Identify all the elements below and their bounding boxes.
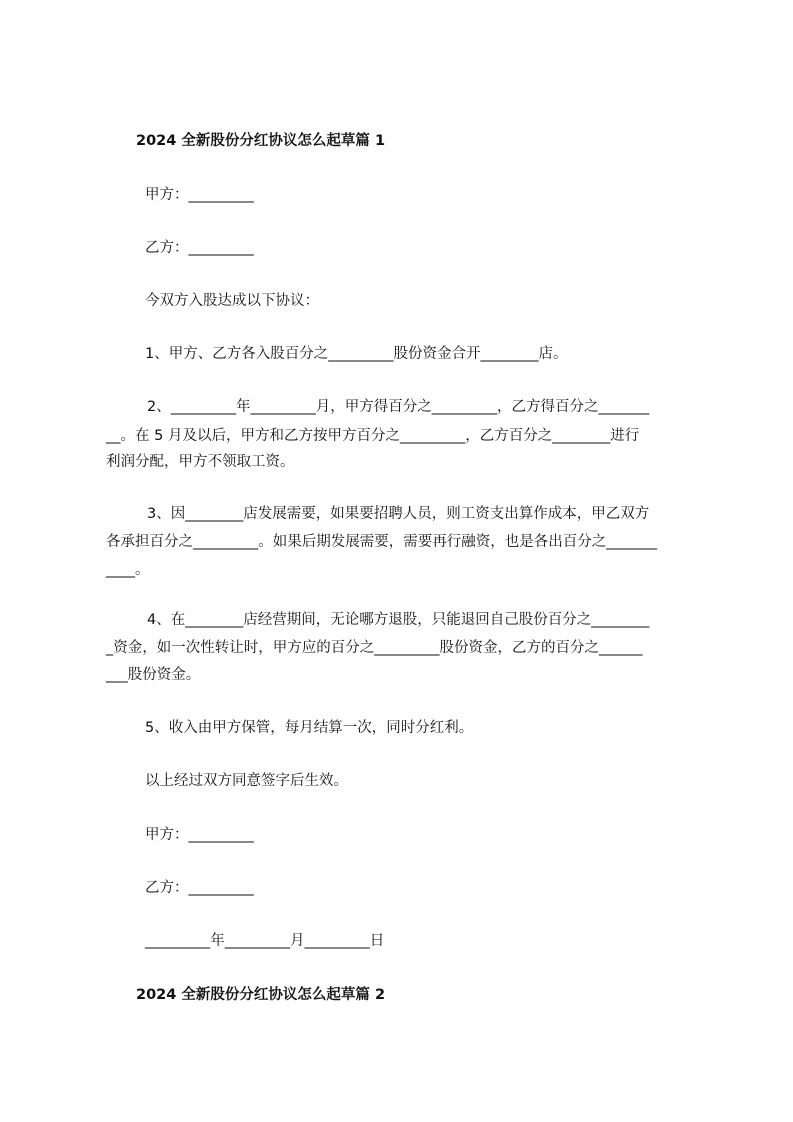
party-b-signature-line: 乙方：_________: [145, 880, 254, 896]
clause-2-line-3: 利润分配，甲方不领取工资。: [106, 454, 295, 470]
party-a-signature-line: 甲方：_________: [145, 827, 254, 843]
clause-4-line-2: _资金，如一次性转让时，甲方应的百分之_________股份资金，乙方的百分之______: [106, 640, 643, 656]
clause-3-line-2: 各承担百分之_________。如果后期发展需要，需要再行融资，也是各出百分之_______: [106, 534, 657, 550]
party-a-signature-line: 甲方：_________: [145, 187, 254, 203]
date-line: _________年_________月_________日: [145, 933, 385, 949]
clause-4-line-1: 4、在________店经营期间，无论哪方退股，只能退回自己股份百分之________: [147, 612, 650, 628]
clause-3-line-1: 3、因________店发展需要，如果要招聘人员，则工资支出算作成本，甲乙双方: [147, 506, 650, 522]
clause-3-line-3: ____。: [106, 562, 150, 578]
clause-1: 1、甲方、乙方各入股百分之_________股份资金合开________店。: [145, 346, 568, 362]
section-heading-2: 2024 全新股份分红协议怎么起草篇 2: [136, 987, 386, 1003]
effectiveness-statement: 以上经过双方同意签字后生效。: [145, 773, 348, 789]
clause-2-line-1: 2、_________年_________月，甲方得百分之_________，乙方得百分之_______: [147, 399, 650, 415]
clause-2-line-2: __。在 5 月及以后，甲方和乙方按甲方百分之_________，乙方百分之________进行: [106, 428, 640, 444]
clause-4-line-3: ___股份资金。: [106, 667, 201, 683]
agreement-intro: 今双方入股达成以下协议：: [145, 293, 319, 309]
clause-5: 5、收入由甲方保管，每月结算一次，同时分红利。: [145, 720, 474, 736]
section-heading-1: 2024 全新股份分红协议怎么起草篇 1: [136, 133, 386, 149]
party-b-signature-line: 乙方：_________: [145, 240, 254, 256]
